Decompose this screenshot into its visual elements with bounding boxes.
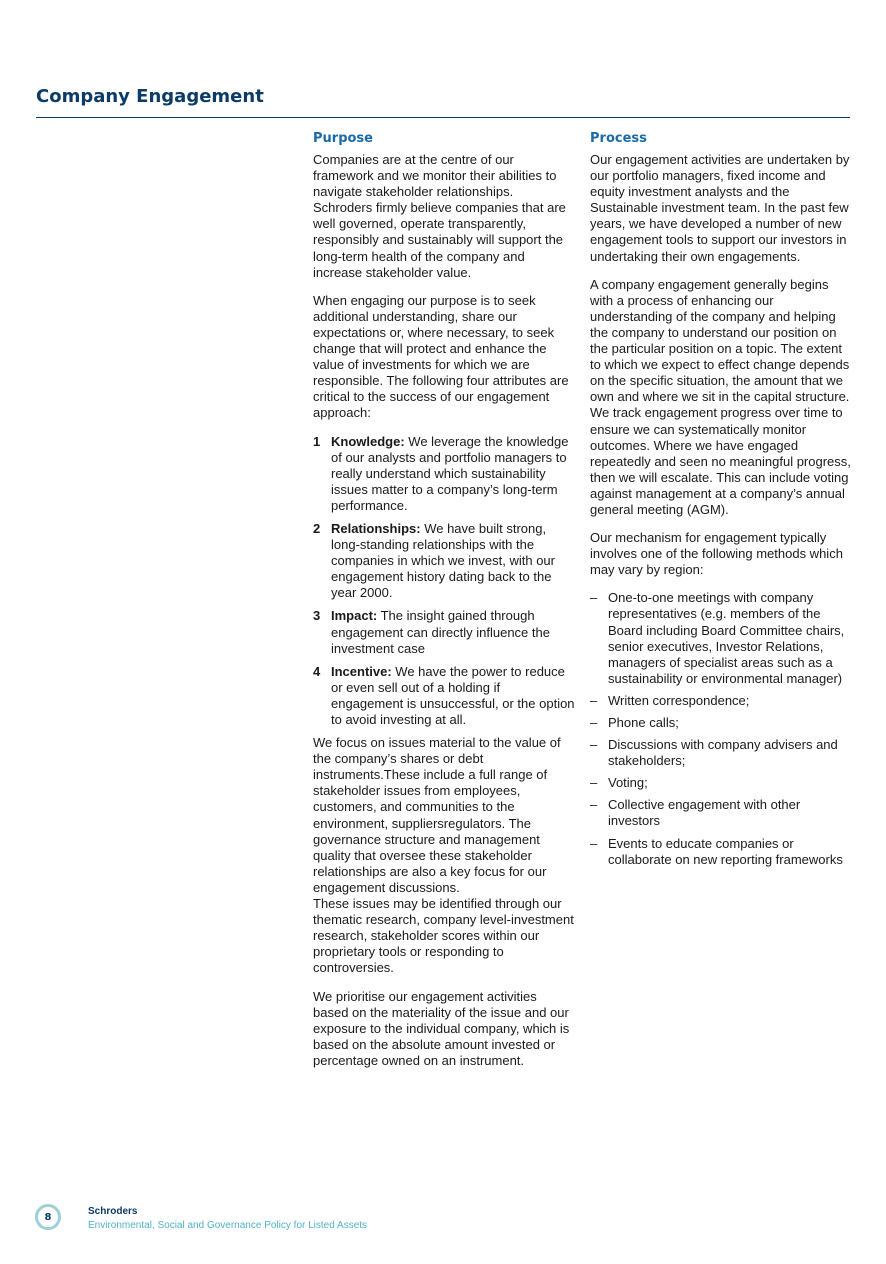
method-text: Events to educate companies or collaborate on new reporting frameworks — [608, 835, 843, 867]
method-text: Written correspondence; — [608, 692, 750, 708]
dash-bullet: – — [590, 590, 598, 606]
process-column — [590, 130, 852, 874]
method-item — [590, 797, 852, 829]
page-number-badge — [35, 1204, 61, 1230]
purpose-paragraph-4: We prioritise our engagement activities based on the materiality of the issue and our exposure to the individual company, which is based on the absolute amount invested or percentage owned on an instrument. — [313, 988, 570, 1068]
attribute-term: Knowledge: — [331, 433, 405, 449]
attribute-text: The insight gained through engagement can directly influence the investment case — [331, 608, 550, 656]
purpose-paragraph-3a: We focus on issues material to the value of the company’s shares or debt instruments.These include a full range of stakeholder issues from employees, customers, and communities to the environment, suppliersregulators. The governance structure and management quality that oversee these stakeholder relationships are also a key focus for our engagement discussions. — [313, 735, 561, 895]
purpose-heading: Purpose — [313, 131, 373, 146]
method-item — [590, 836, 852, 868]
process-heading: Process — [590, 131, 647, 146]
attribute-item — [313, 434, 575, 514]
attribute-number: 1 — [313, 433, 321, 449]
method-text: Discussions with company advisers and stakeholders; — [608, 737, 838, 769]
method-text: One-to-one meetings with company representatives (e.g. members of the Board including Board Committee chairs, senior executives, Investor Relations, managers of specialist areas such as a sustainability or environmental manager) — [608, 590, 845, 686]
attribute-number: 2 — [313, 520, 321, 536]
dash-bullet: – — [590, 737, 598, 753]
dash-bullet: – — [590, 775, 598, 791]
method-item — [590, 737, 852, 769]
process-paragraph-2: A company engagement generally begins with a process of enhancing our understanding of the company and helping the company to understand our position on the particular position on a topic. The extent to which we expect to effect change depends on the specific situation, the amount that we own and where we sit in the capital structure. We track engagement progress over time to ensure we can systematically monitor outcomes. Where we have engaged repeatedly and seen no meaningful progress, then we will escalate. This can include voting against management at a company’s annual general meeting (AGM). — [590, 276, 851, 517]
document-name: Environmental, Social and Governance Policy for Listed Assets — [88, 1220, 368, 1231]
attribute-number: 4 — [313, 663, 321, 679]
attribute-text: We have built strong, long-standing relationships with the companies in which we invest, with our engagement history dating back to the year 2000. — [331, 520, 555, 601]
page-title: Company Engagement — [36, 86, 264, 107]
method-item — [590, 693, 852, 709]
attribute-term: Incentive: — [331, 663, 392, 679]
dash-bullet: – — [590, 835, 598, 851]
engagement-methods-list — [590, 590, 852, 867]
dash-bullet: – — [590, 715, 598, 730]
method-text: Voting; — [608, 775, 648, 791]
purpose-paragraph-3b: These issues may be identified through our thematic research, company level-investment research, stakeholder scores within our proprietary tools or responding to controversies. — [313, 896, 574, 976]
purpose-column — [313, 130, 575, 1081]
attribute-text: We leverage the knowledge of our analysts and portfolio managers to really understand which sustainability issues matter to a company’s long-term performance. — [331, 433, 569, 513]
process-paragraph-3: Our mechanism for engagement typically involves one of the following methods which may vary by region: — [590, 530, 843, 578]
engagement-attributes-list — [313, 434, 575, 729]
purpose-paragraph-1: Companies are at the centre of our framework and we monitor their abilities to navigate stakeholder relationships. Schroders firmly believe companies that are well governed, operate transparently, responsibly and sustainably will support the long-term health of the company and increase stakeholder value. — [313, 152, 566, 280]
attribute-text: We have the power to reduce or even sell out of a holding if engagement is unsuccessful, or the option to avoid investing at all. — [331, 663, 575, 727]
method-text: Phone calls; — [608, 715, 679, 730]
page-number: 8 — [44, 1211, 52, 1223]
attribute-item — [313, 521, 575, 601]
attribute-term: Impact: — [331, 608, 378, 624]
dash-bullet: – — [590, 692, 598, 708]
process-paragraph-1: Our engagement activities are undertaken by our portfolio managers, fixed income and equity investment analysts and the Sustainable investment team. In the past few years, we have developed a number of new engagement tools to support our investors in undertaking their own engagements. — [590, 152, 850, 264]
title-divider — [36, 117, 850, 118]
method-item — [590, 590, 852, 687]
purpose-paragraph-2: When engaging our purpose is to seek additional understanding, share our expectations or, where necessary, to seek change that will protect and enhance the value of investments for which we are responsible. The following four attributes are critical to the success of our engagement approach: — [313, 292, 569, 421]
method-item — [590, 775, 852, 791]
attribute-item — [313, 608, 575, 656]
attribute-item — [313, 664, 575, 728]
method-text: Collective engagement with other investors — [608, 797, 801, 829]
attribute-number: 3 — [313, 608, 321, 624]
attribute-term: Relationships: — [331, 520, 421, 536]
dash-bullet: – — [590, 797, 598, 813]
brand-name: Schroders — [88, 1206, 138, 1217]
method-item — [590, 715, 852, 731]
